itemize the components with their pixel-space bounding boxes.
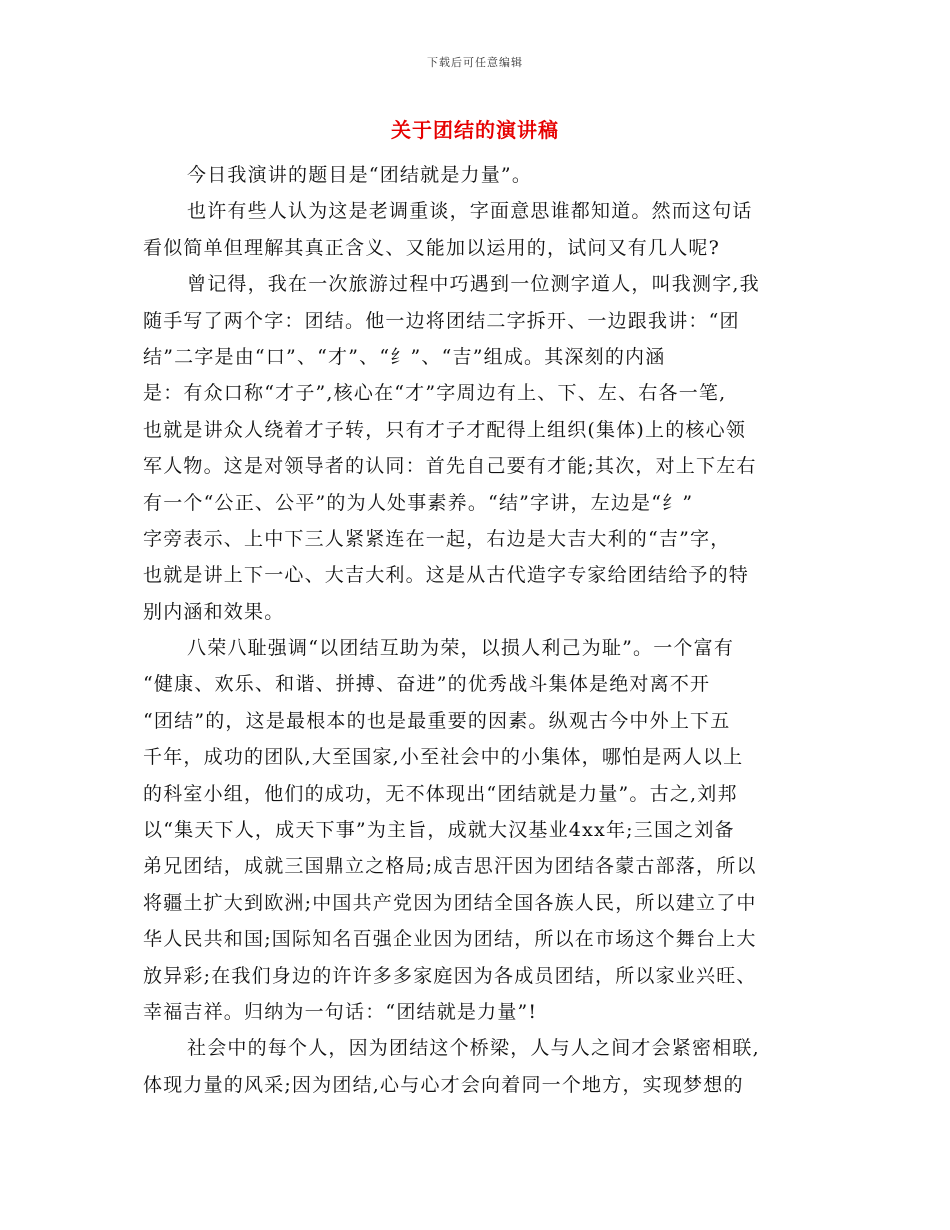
text-line: 体现力量的风采;因为团结,心与心才会向着同一个地方，实现梦想的 — [143, 1073, 744, 1096]
text-line: 社会中的每个人，因为团结这个桥梁，人与人之间才会紧密相联, — [187, 1037, 760, 1060]
text-line: 曾记得，我在一次旅游过程中巧遇到一位测字道人，叫我测字,我 — [187, 273, 760, 296]
text-line: 今日我演讲的题目是“团结就是力量”。 — [187, 164, 533, 186]
text-line: 是：有众口称“才子”,核心在“才”字周边有上、下、左、右各一笔, — [143, 382, 727, 405]
text-line: “健康、欢乐、和谐、拼搏、奋进”的优秀战斗集体是绝对离不开 — [143, 673, 711, 696]
text-line: 结”二字是由“口”、“才”、“纟”、“吉”组成。其深刻的内涵 — [143, 345, 666, 368]
text-line: 将疆土扩大到欧洲;中国共产党因为团结全国各族人民，所以建立了中 — [143, 891, 757, 914]
text-line: 八荣八耻强调“以团结互助为荣，以损人利己为耻”。一个富有 — [187, 637, 735, 660]
text-line: 幸福吉祥。归纳为一句话：“团结就是力量”! — [143, 1000, 538, 1023]
text-line: “团结”的，这是最根本的也是最重要的因素。纵观古今中外上下五 — [143, 709, 731, 732]
header-note: 下载后可任意编辑 — [427, 56, 523, 69]
text-line: 弟兄团结，成就三国鼎立之格局;成吉思汗因为团结各蒙古部落，所以 — [143, 855, 757, 878]
text-line: 也许有些人认为这是老调重谈，字面意思谁都知道。然而这句话 — [187, 200, 753, 223]
text-line: 有一个“公正、公平”的为人处事素养。“结”字讲，左边是“纟” — [143, 491, 694, 514]
paragraph-3 — [143, 266, 815, 630]
text-line: 别内涵和效果。 — [143, 600, 285, 623]
text-line: 随手写了两个字：团结。他一边将团结二字拆开、一边跟我讲：“团 — [143, 309, 740, 332]
text-line: 千年，成功的团队,大至国家,小至社会中的小集体，哪怕是两人以上 — [143, 746, 744, 769]
document-title: 关于团结的演讲稿 — [391, 118, 559, 142]
text-line: 也就是讲众人绕着才子转，只有才子才配得上组织(集体)上的核心领 — [143, 418, 747, 441]
text-line: 放异彩;在我们身边的许许多多家庭因为各成员团结，所以家业兴旺、 — [143, 964, 757, 987]
text-line: 以“集天下人，成天下事”为主旨，成就大汉基业4xx年;三国之刘备 — [143, 819, 735, 842]
text-line: 也就是讲上下一心、大吉大利。这是从古代造字专家给团结给予的特 — [143, 564, 750, 587]
paragraph-4 — [143, 630, 815, 1030]
text-line: 看似简单但理解其真正含义、又能加以运用的，试问又有几人呢? — [143, 236, 720, 259]
text-line: 华人民共和国;国际知名百强企业因为团结，所以在市场这个舞台上大 — [143, 928, 757, 951]
text-line: 字旁表示、上中下三人紧紧连在一起，右边是大吉大利的“吉”字， — [143, 527, 731, 550]
text-line: 的科室小组，他们的成功，无不体现出“团结就是力量”。古之,刘邦 — [143, 782, 738, 805]
paragraph-1 — [143, 157, 815, 193]
document-body — [143, 157, 815, 1103]
paragraph-5 — [143, 1030, 815, 1103]
paragraph-2 — [143, 193, 815, 266]
text-line: 军人物。这是对领导者的认同：首先自己要有才能;其次，对上下左右 — [143, 455, 757, 478]
